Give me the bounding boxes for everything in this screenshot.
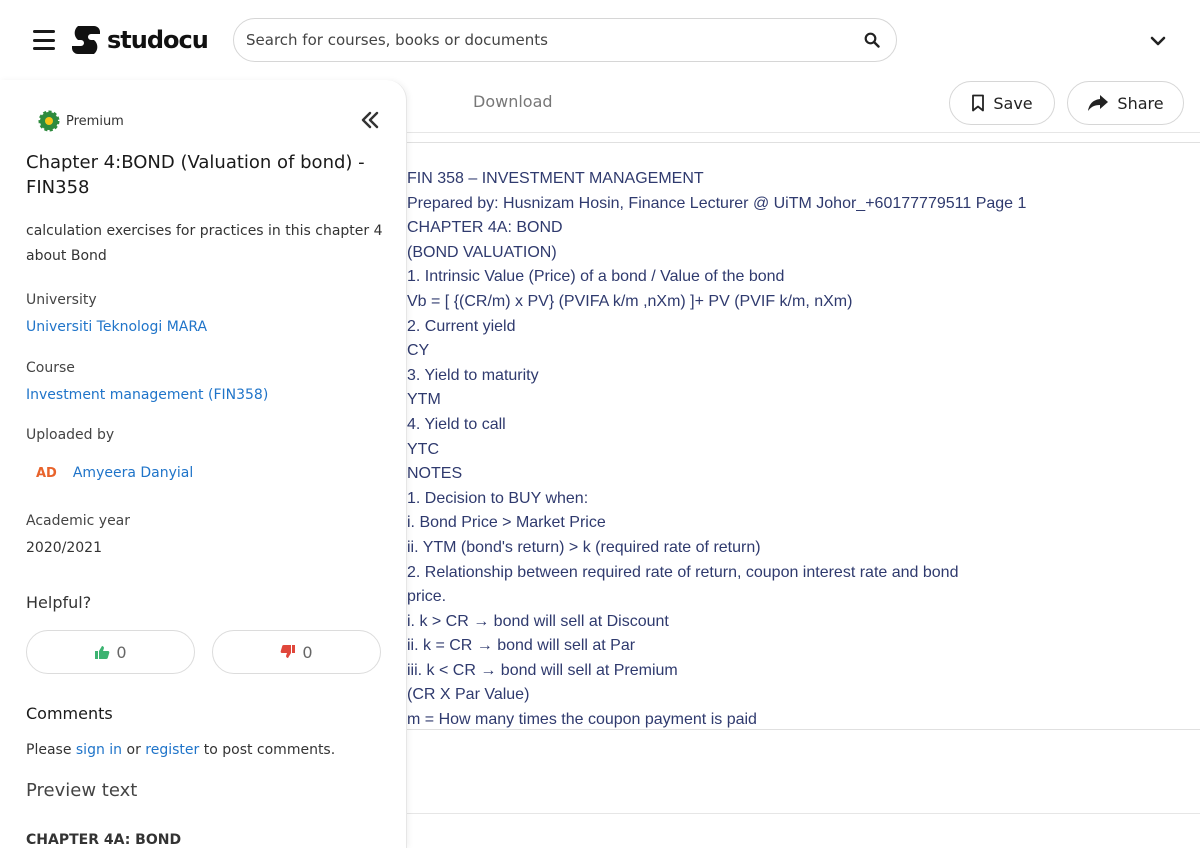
share-arrow-icon: [1087, 94, 1109, 112]
share-label: Share: [1117, 93, 1164, 113]
document-line: i. k > CR → bond will sell at Discount: [407, 612, 669, 630]
save-button[interactable]: [949, 81, 1055, 125]
helpful-heading: Helpful?: [26, 593, 92, 612]
document-line: iii. k < CR → bond will sell at Premium: [407, 661, 678, 679]
uploader-name[interactable]: Amyeera Danyial: [72, 465, 194, 481]
upvote-button[interactable]: [26, 630, 195, 674]
document-line: i. Bond Price > Market Price: [407, 514, 606, 532]
comments-prefix: Please: [26, 742, 76, 758]
university-link[interactable]: Universiti Teknologi MARA: [26, 319, 208, 335]
premium-badge-icon: [38, 110, 60, 132]
document-line: ii. k = CR → bond will sell at Par: [407, 637, 636, 655]
avatar: AD: [36, 465, 57, 481]
thumbs-up-icon: [94, 644, 110, 660]
menu-icon[interactable]: [33, 30, 55, 50]
document-line: m = How many times the coupon payment is paid: [407, 711, 757, 729]
document-line: 4. Yield to call: [407, 415, 506, 433]
document-line: NOTES: [407, 465, 463, 483]
downvote-count: 0: [302, 642, 313, 662]
comments-or: or: [122, 742, 146, 758]
uploader[interactable]: [36, 465, 193, 481]
studocu-logo[interactable]: [69, 22, 208, 58]
download-button[interactable]: Download: [473, 92, 553, 111]
academic-year-label: Academic year: [26, 513, 131, 529]
document-line: 2. Current yield: [407, 317, 516, 335]
document-line: 1. Decision to BUY when:: [407, 489, 589, 507]
bookmark-icon: [971, 94, 985, 112]
university-label: University: [26, 292, 97, 308]
comments-prompt: [26, 742, 335, 758]
save-label: Save: [993, 93, 1033, 113]
document-line: (BOND VALUATION): [407, 243, 557, 261]
register-link[interactable]: register: [145, 742, 200, 758]
premium-badge: [38, 110, 124, 132]
chevron-down-icon[interactable]: [1148, 31, 1168, 51]
thumbs-down-icon: [280, 644, 296, 660]
uploaded-by-label: Uploaded by: [26, 427, 115, 443]
sign-in-link[interactable]: sign in: [75, 742, 123, 758]
share-button[interactable]: [1067, 81, 1184, 125]
preview-subheading: CHAPTER 4A: BOND: [26, 832, 182, 848]
search-input[interactable]: [246, 31, 862, 49]
course-link[interactable]: Investment management (FIN358): [26, 387, 269, 403]
document-line: 3. Yield to maturity: [407, 366, 539, 384]
document-description: calculation exercises for practices in this chapter 4 about Bond: [26, 223, 383, 264]
document-line: CHAPTER 4A: BOND: [407, 219, 563, 237]
document-line: YTC: [407, 440, 439, 458]
page-divider: [407, 813, 1200, 814]
top-bar: [0, 0, 1200, 80]
search-bar[interactable]: [233, 18, 897, 62]
logo-text: studocu: [107, 26, 208, 54]
search-icon[interactable]: [862, 30, 882, 50]
preview-heading: Preview text: [26, 780, 138, 801]
document-line: price.: [407, 588, 447, 606]
studocu-logo-icon: [69, 23, 103, 57]
upvote-count: 0: [116, 642, 127, 662]
document-line: CY: [407, 342, 430, 360]
document-text: [407, 167, 1200, 730]
document-sidebar: [0, 80, 407, 848]
document-line: Prepared by: Husnizam Hosin, Finance Lecturer @ UiTM Johor_+60177779511 Page 1: [407, 194, 1027, 212]
document-line: ii. YTM (bond's return) > k (required rate of return): [407, 538, 761, 556]
toolbar-divider: [407, 132, 1200, 133]
document-line: Vb = [ {(CR/m) x PV} (PVIFA k/m ,nXm) ]+ PV (PVIF k/m, nXm): [407, 292, 853, 310]
collapse-sidebar-icon[interactable]: [360, 110, 382, 132]
document-line: 2. Relationship between required rate of return, coupon interest rate and bond: [407, 563, 959, 581]
document-line: 1. Intrinsic Value (Price) of a bond / Value of the bond: [407, 268, 785, 286]
document-line: (CR X Par Value): [407, 686, 530, 704]
document-line: FIN 358 – INVESTMENT MANAGEMENT: [407, 170, 704, 187]
academic-year-value: 2020/2021: [26, 540, 102, 556]
document-line: YTM: [407, 391, 441, 409]
comments-heading: Comments: [26, 704, 113, 723]
document-title: Chapter 4:BOND (Valuation of bond) - FIN358: [26, 152, 365, 198]
course-label: Course: [26, 360, 75, 376]
document-page: [380, 142, 1200, 730]
downvote-button[interactable]: [212, 630, 381, 674]
premium-label: Premium: [66, 113, 124, 129]
comments-suffix: to post comments.: [199, 742, 336, 758]
